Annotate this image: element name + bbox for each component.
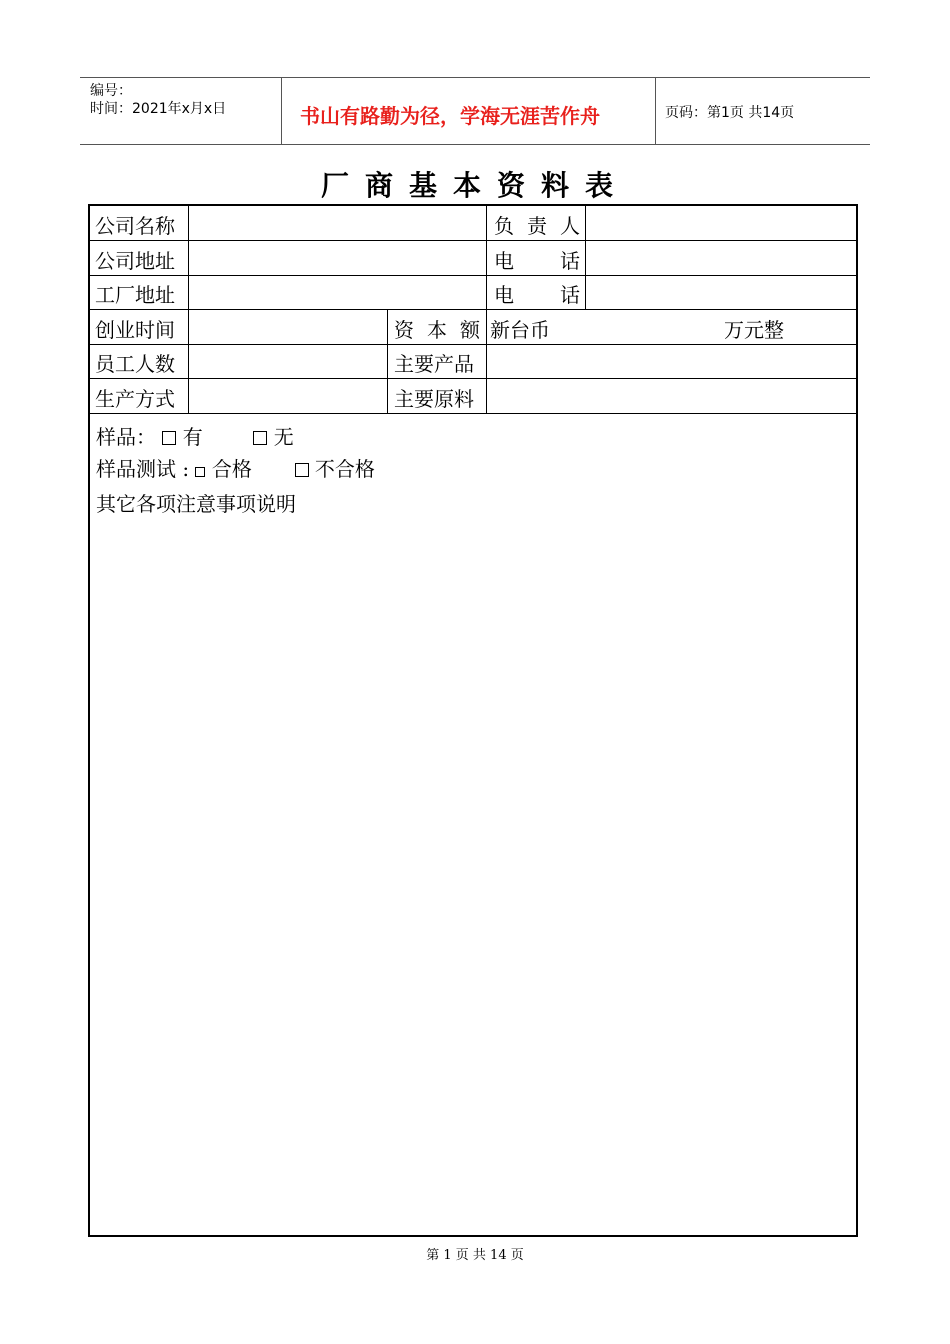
label-char: 额: [460, 318, 480, 342]
label-char: 资: [394, 318, 414, 342]
company-address-field[interactable]: [189, 241, 486, 275]
currency-label: 新台币: [490, 318, 550, 342]
main-products-field[interactable]: [487, 345, 856, 378]
factory-address-field[interactable]: [189, 276, 486, 309]
label-char: 人: [560, 214, 580, 238]
phone-field-1[interactable]: [586, 241, 856, 275]
capital-unit-label: 万元整: [724, 318, 784, 342]
label-char: 电: [494, 249, 514, 273]
responsible-person-field[interactable]: [586, 206, 856, 240]
label-char: 话: [560, 283, 580, 307]
header-divider-left: [281, 77, 282, 145]
label-char: 话: [560, 249, 580, 273]
production-method-field[interactable]: [189, 379, 387, 413]
sample-yes-checkbox[interactable]: [162, 431, 176, 445]
capital-label: [394, 317, 480, 343]
label-char: 负: [494, 214, 514, 238]
label-char: 本: [427, 318, 447, 342]
notes-area[interactable]: [94, 522, 850, 1227]
sample-no-label: 无: [273, 425, 294, 449]
header-page-indicator: 页码：第1页 共14页: [665, 105, 795, 121]
factory-address-label: 工厂地址: [95, 283, 175, 307]
test-pass-checkbox[interactable]: [195, 467, 205, 477]
notes-label: 其它各项注意事项说明: [96, 492, 296, 516]
sample-test-label: 样品测试 :: [96, 457, 190, 481]
phone-label-2: [494, 282, 580, 308]
document-number-label: 编号：: [90, 83, 132, 99]
sample-test-row: [96, 456, 375, 482]
row-rule: [90, 413, 856, 414]
test-fail-checkbox[interactable]: [295, 463, 309, 477]
employees-field[interactable]: [189, 345, 387, 378]
company-name-field[interactable]: [189, 206, 486, 240]
test-pass-label: 合格: [211, 457, 252, 481]
column-rule: [486, 206, 487, 309]
label-char: 电: [494, 283, 514, 307]
main-materials-label: 主要原料: [394, 387, 474, 411]
employees-label: 员工人数: [95, 352, 175, 376]
label-char: 责: [527, 214, 547, 238]
form-title: 厂商基本资料表: [320, 169, 629, 202]
column-rule: [387, 309, 388, 413]
header-bottom-rule: [80, 144, 870, 145]
sample-row: [96, 424, 294, 450]
header-top-rule: [80, 77, 870, 78]
company-address-label: 公司地址: [95, 249, 175, 273]
responsible-person-label: [494, 213, 580, 239]
production-method-label: 生产方式: [95, 387, 175, 411]
page-footer: 第 1 页 共 14 页: [426, 1248, 524, 1263]
main-products-label: 主要产品: [394, 352, 474, 376]
phone-label-1: [494, 248, 580, 274]
sample-no-checkbox[interactable]: [253, 431, 267, 445]
phone-field-2[interactable]: [586, 276, 856, 309]
document-time-label: 时间：2021年x月x日: [90, 101, 227, 117]
test-fail-label: 不合格: [314, 457, 375, 481]
sample-yes-label: 有: [182, 425, 203, 449]
main-materials-field[interactable]: [487, 379, 856, 413]
sample-label: 样品：: [96, 425, 156, 449]
company-name-label: 公司名称: [95, 214, 175, 238]
founded-label: 创业时间: [95, 318, 175, 342]
founded-field[interactable]: [189, 310, 387, 344]
supplier-info-form: [88, 204, 858, 1237]
header-motto: 书山有路勤为径，学海无涯苦作舟: [300, 104, 600, 128]
header-divider-right: [655, 77, 656, 145]
